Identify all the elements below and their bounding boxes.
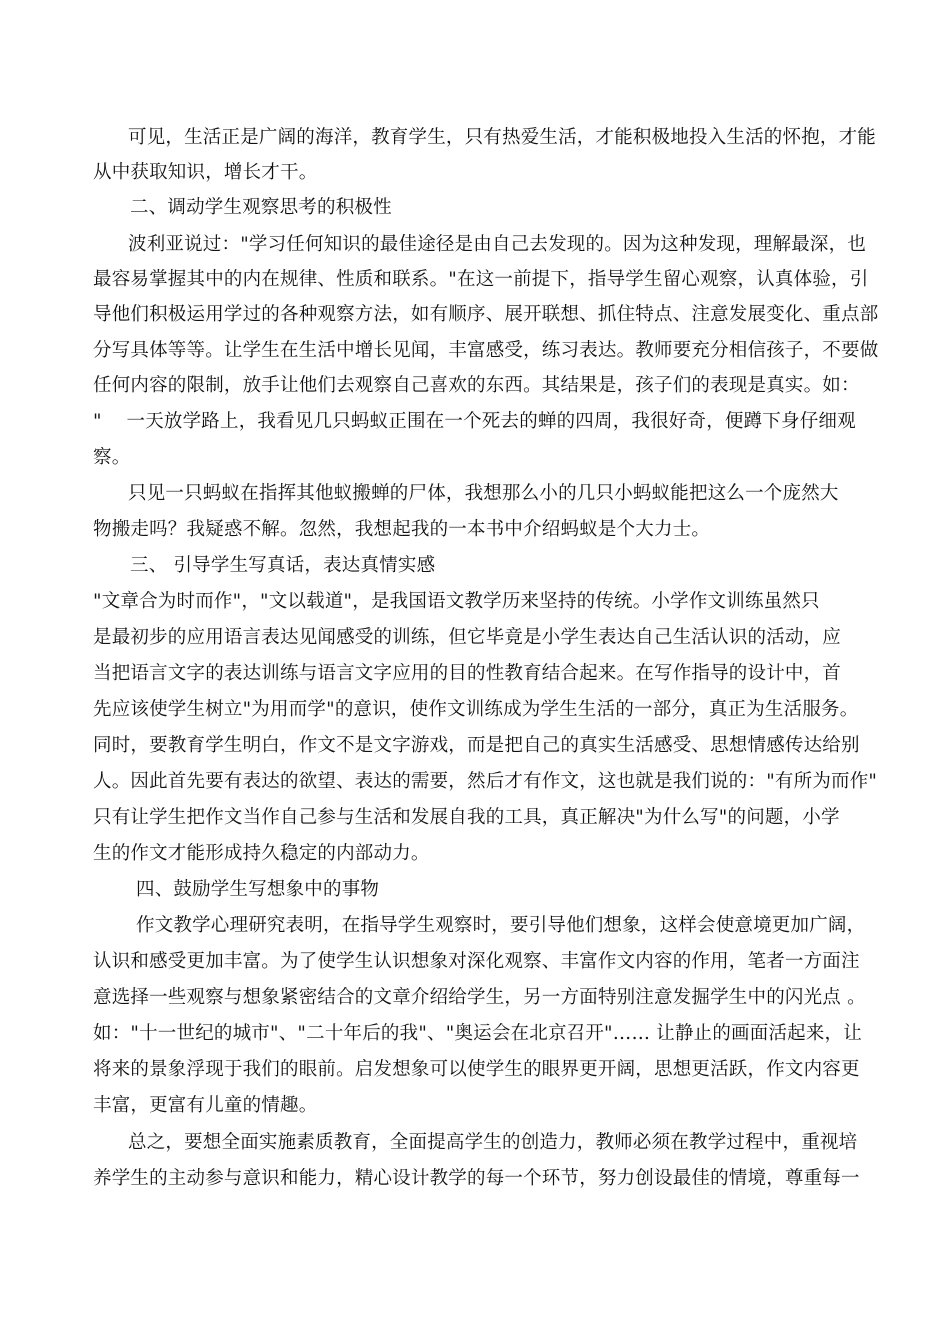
text-line: 可见，生活正是广阔的海洋，教育学生，只有热爱生活，才能积极地投入生活的怀抱，才能 <box>128 127 877 148</box>
text-line: 如："十一世纪的城市"、"二十年后的我"、"奥运会在北京召开"…… 让静止的画面活起来，让 <box>93 1023 862 1044</box>
section-heading: 四、鼓励学生写想象中的事物 <box>136 879 380 900</box>
text-line: 只见一只蚂蚁在指挥其他蚁搬蝉的尸体，我想那么小的几只小蚂蚁能把这么一个庞然大 <box>128 483 839 504</box>
text-line: 任何内容的限制，放手让他们去观察自己喜欢的东西。其结果是，孩子们的表现是真实。如： <box>93 375 860 396</box>
text-line: " 一天放学路上，我看见几只蚂蚁正围在一个死去的蝉的四周，我很好奇，便蹲下身仔细观 <box>93 411 856 432</box>
text-line: 认识和感受更加丰富。为了使学生认识想象对深化观察、丰富作文内容的作用，笔者一方面注 <box>93 951 860 972</box>
text-line: 养学生的主动参与意识和能力，精心设计教学的每一个环节，努力创设最佳的情境，尊重每一 <box>93 1168 860 1189</box>
text-line: 最容易掌握其中的内在规律、性质和联系。"在这一前提下，指导学生留心观察，认真体验，引 <box>93 269 869 290</box>
text-line: 同时，要教育学生明白，作文不是文字游戏，而是把自己的真实生活感受、思想情感传达给别 <box>93 735 860 756</box>
text-line: 丰富，更富有儿童的情趣。 <box>93 1095 318 1116</box>
text-line: 是最初步的应用语言表达见闻感受的训练，但它毕竟是小学生表达自己生活认识的活动，应 <box>93 627 842 648</box>
text-line: 人。因此首先要有表达的欲望、表达的需要，然后才有作文，这也就是我们说的："有所为而作" <box>93 771 878 792</box>
text-line: 波利亚说过："学习任何知识的最佳途径是由自己去发现的。因为这种发现，理解最深，也 <box>128 234 867 255</box>
text-line: 意选择一些观察与想象紧密结合的文章介绍给学生，另一方面特别注意发掘学生中的闪光点 。 <box>93 987 866 1008</box>
text-line: 当把语言文字的表达训练与语言文字应用的目的性教育结合起来。在写作指导的设计中，首 <box>93 663 842 684</box>
section-heading: 二、调动学生观察思考的积极性 <box>130 197 392 218</box>
text-line: 先应该使学生树立"为用而学"的意识，使作文训练成为学生生活的一部分，真正为生活服务。 <box>93 699 859 720</box>
section-heading: 三、 引导学生写真话，表达真情实感 <box>130 555 436 576</box>
text-line: 察。 <box>93 447 131 468</box>
text-line: 生的作文才能形成持久稳定的内部动力。 <box>93 843 430 864</box>
text-line: 分写具体等等。让学生在生活中增长见闻，丰富感受，练习表达。教师要充分相信孩子，不要做 <box>93 340 879 361</box>
text-line: "文章合为时而作"，"文以载道"，是我国语文教学历来坚持的传统。小学作文训练虽然只 <box>93 591 820 612</box>
text-line: 物搬走吗？我疑惑不解。忽然，我想起我的一本书中介绍蚂蚁是个大力士。 <box>93 519 711 540</box>
text-line: 作文教学心理研究表明，在指导学生观察时，要引导他们想象，这样会使意境更加广阔， <box>136 915 866 936</box>
text-line: 导他们积极运用学过的各种观察方法，如有顺序、展开联想、抓住特点、注意发展变化、重点部 <box>93 304 879 325</box>
text-line: 只有让学生把作文当作自己参与生活和发展自我的工具，真正解决"为什么写"的问题，小学 <box>93 807 840 828</box>
text-line: 总之，要想全面实施素质教育，全面提高学生的创造力，教师必须在教学过程中，重视培 <box>128 1132 858 1153</box>
text-line: 从中获取知识，增长才干。 <box>93 162 318 183</box>
text-line: 将来的景象浮现于我们的眼前。启发想象可以使学生的眼界更开阔，思想更活跃，作文内容更 <box>93 1059 860 1080</box>
